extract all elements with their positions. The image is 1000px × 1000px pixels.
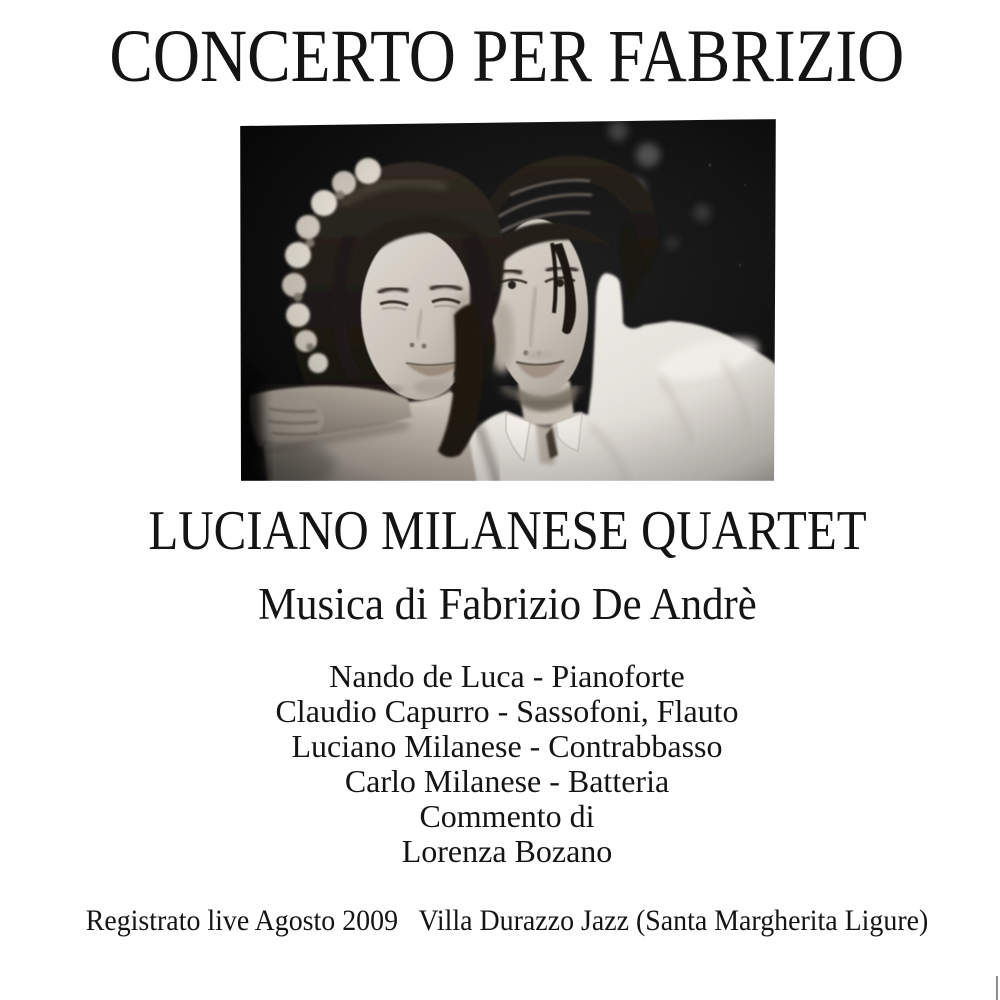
scan-edge-artifact — [996, 976, 998, 1000]
personnel-list — [7, 659, 1000, 869]
recording-info — [7, 906, 1000, 936]
artist-name — [7, 500, 1000, 562]
personnel-line: Commento di — [419, 798, 595, 834]
artist-name-text: LUCIANO MILANESE QUARTET — [147, 500, 867, 562]
personnel-line: Carlo Milanese - Batteria — [344, 763, 670, 799]
personnel-line: Luciano Milanese - Contrabbasso — [291, 728, 723, 764]
personnel-line: Lorenza Bozano — [401, 833, 613, 869]
film-grain-overlay — [240, 119, 776, 481]
portrait-photo-illustration — [240, 119, 776, 481]
music-credit — [7, 579, 1000, 629]
recording-info-text: Registrato live Agosto 2009 Villa Durazzo Jazz (Santa Margherita Ligure) — [85, 904, 929, 937]
album-title-text: CONCERTO PER FABRIZIO — [109, 15, 905, 98]
album-title — [7, 15, 1000, 98]
personnel-line: Nando de Luca - Pianoforte — [329, 658, 685, 694]
personnel-line: Claudio Capurro - Sassofoni, Flauto — [275, 693, 739, 729]
music-credit-text: Musica di Fabrizio De Andrè — [257, 579, 757, 629]
cover-photo — [240, 119, 776, 481]
